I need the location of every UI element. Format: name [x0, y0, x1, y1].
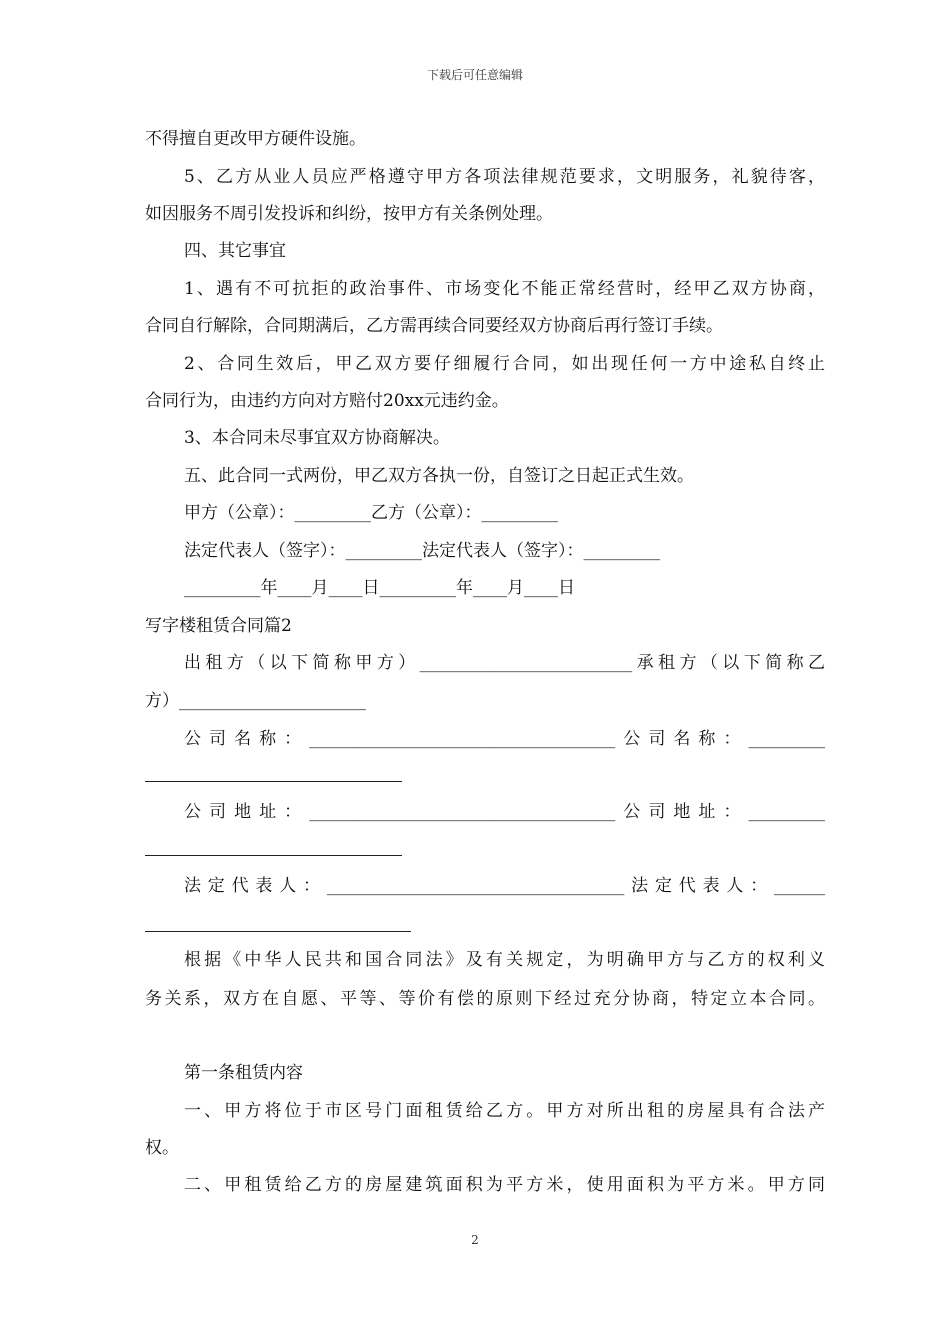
blank-underline: [145, 781, 402, 782]
signature-seal-line: 甲方（公章）：_________乙方（公章）：_________: [184, 503, 558, 523]
contract-title: 写字楼租赁合同篇2: [145, 616, 292, 636]
section-heading-5: 五、此合同一式两份，甲乙双方各执一份，自签订之日起正式生效。: [184, 466, 694, 486]
blank-underline: [145, 931, 411, 932]
lessee-line: 方）______________________: [145, 691, 366, 711]
paragraph-line: 合同自行解除，合同期满后，乙方需再续合同要经双方协商后再行签订手续。: [145, 316, 723, 336]
page-number: 2: [471, 1233, 479, 1247]
preamble-line: 根据《中华人民共和国合同法》及有关规定，为明确甲方与乙方的权利义: [184, 950, 825, 970]
clause-5-line: 5、乙方从业人员应严格遵守甲方各项法律规范要求，文明服务，礼貌待客，: [184, 167, 825, 187]
clause-3-line: 3、本合同未尽事宜双方协商解决。: [184, 428, 450, 448]
article-1-item-2: 二、甲租赁给乙方的房屋建筑面积为平方米，使用面积为平方米。甲方同: [184, 1175, 825, 1195]
paragraph-line: 不得擅自更改甲方硬件设施。: [145, 129, 366, 149]
signature-representative-line: 法定代表人（签字）：_________法定代表人（签字）：_________: [184, 541, 660, 561]
clause-1-line: 1、遇有不可抗拒的政治事件、市场变化不能正常经营时，经甲乙双方协商，: [184, 279, 825, 299]
paragraph-line: 权。: [145, 1138, 179, 1158]
page-header: 下载后可任意编辑: [426, 68, 523, 82]
company-address-line: 公司地址：____________________________________公司地址：_________: [184, 802, 825, 822]
company-name-line: 公司名称：____________________________________公司名称：_________: [184, 729, 825, 749]
paragraph-line: 合同行为，由违约方向对方赔付20xx元违约金。: [145, 391, 509, 411]
article-1-item-1: 一、甲方将位于市区号门面租赁给乙方。甲方对所出租的房屋具有合法产: [184, 1101, 825, 1121]
blank-underline: [145, 855, 402, 856]
paragraph-line: 如因服务不周引发投诉和纠纷，按甲方有关条例处理。: [145, 204, 553, 224]
article-1-heading: 第一条租赁内容: [184, 1063, 303, 1083]
lessor-line: 出租方（以下简称甲方）_________________________承租方（以下简称乙: [184, 653, 825, 673]
preamble-line: 务关系，双方在自愿、平等、等价有偿的原则下经过充分协商，特定立本合同。: [145, 989, 825, 1009]
legal-representative-line: 法定代表人：___________________________________法定代表人：______: [184, 876, 825, 896]
clause-2-line: 2、合同生效后，甲乙双方要仔细履行合同，如出现任何一方中途私自终止: [184, 354, 825, 374]
signature-date-line: _________年____月____日_________年____月____日: [184, 578, 575, 598]
section-heading-4: 四、其它事宜: [184, 241, 286, 261]
